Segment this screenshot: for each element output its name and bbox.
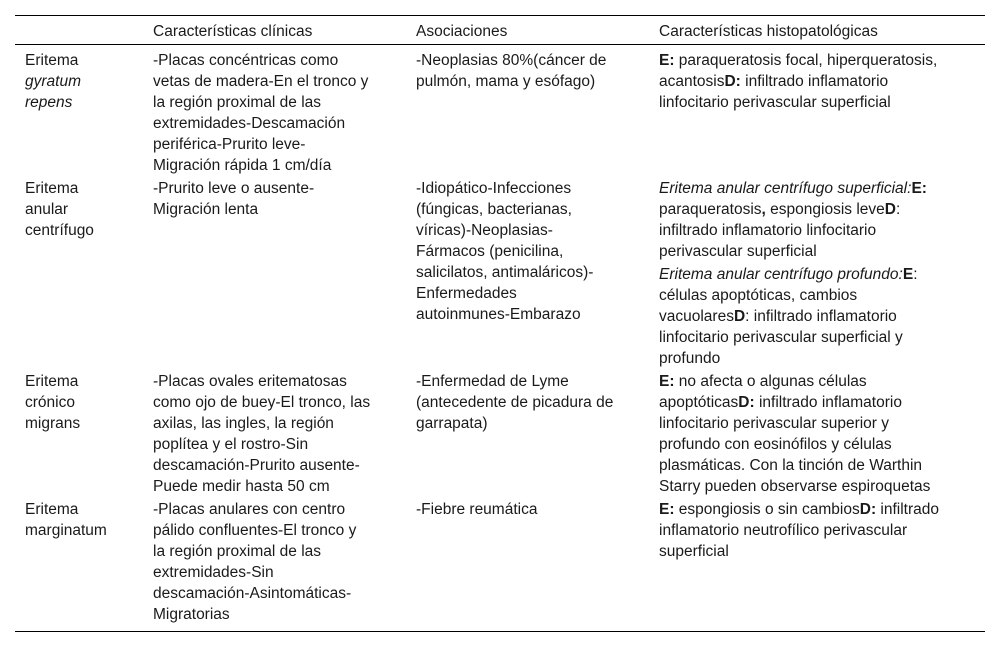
table-top-rule bbox=[15, 15, 985, 16]
profundo-block: Eritema anular centrífugo profundo:E: células apoptóticas, cambios vacuolaresD: infiltrado inflamatorio linfocitario perivascular superficial y profundo bbox=[659, 266, 918, 367]
header-rule bbox=[15, 44, 985, 45]
row-3-histopathology: E: no afecta o algunas células apoptóticasD: infiltrado inflamatorio linfocitario perivascular superior y profundo con eosinófilos y células plasmáticas. Con la tinción de Warthin Starry pueden observarse espiroquetas bbox=[659, 373, 931, 495]
superficial-block: Eritema anular centrífugo superficial:E: paraqueratosis, espongiosis leveD: infiltrado inflamatorio linfocitario perivascular superficial bbox=[659, 180, 927, 260]
row-4-histopathology: E: espongiosis o sin cambiosD: infiltrado inflamatorio neutrofílico perivascular superficial bbox=[659, 501, 940, 560]
row-1-entity: Eritema gyratum repens bbox=[25, 52, 81, 111]
row-1-histopathology: E: paraqueratosis focal, hiperqueratosis, acantosisD: infiltrado inflamatorio linfocitario perivascular superficial bbox=[659, 52, 938, 111]
row-4-entity: Eritema marginatum bbox=[25, 501, 107, 539]
row-4-associations: -Fiebre reumática bbox=[416, 501, 538, 518]
row-2-clinical: -Prurito leve o ausente- Migración lenta bbox=[153, 180, 315, 218]
header-associations: Asociaciones bbox=[416, 23, 508, 40]
row-2-histopathology bbox=[659, 178, 979, 369]
table-bottom-rule bbox=[15, 631, 985, 632]
row-2-associations: -Idiopático-Infecciones (fúngicas, bacterianas, víricas)-Neoplasias- Fármacos (penicilina, salicilatos, antimaláricos)- Enfermedades autoinmunes-Embarazo bbox=[416, 180, 594, 323]
row-3-clinical: -Placas ovales eritematosas como ojo de buey-El tronco, las axilas, las ingles, la región poplítea y el rostro-Sin descamación-Prurito ausente- Puede medir hasta 50 cm bbox=[153, 373, 371, 495]
row-2-entity: Eritema anular centrífugo bbox=[25, 180, 94, 239]
header-histopathology: Características histopatológicas bbox=[659, 23, 878, 40]
row-3-associations: -Enfermedad de Lyme (antecedente de picadura de garrapata) bbox=[416, 373, 614, 432]
row-1-associations: -Neoplasias 80%(cáncer de pulmón, mama y esófago) bbox=[416, 52, 607, 90]
row-1-clinical: -Placas concéntricas como vetas de madera-En el tronco y la región proximal de las extremidades-Descamación periférica-Prurito leve- Migración rápida 1 cm/día bbox=[153, 52, 369, 174]
header-clinical: Características clínicas bbox=[153, 23, 313, 40]
row-4-clinical: -Placas anulares con centro pálido confluentes-El tronco y la región proximal de las extremidades-Sin descamación-Asintomáticas- Migratorias bbox=[153, 501, 357, 623]
row-3-entity: Eritema crónico migrans bbox=[25, 373, 81, 432]
